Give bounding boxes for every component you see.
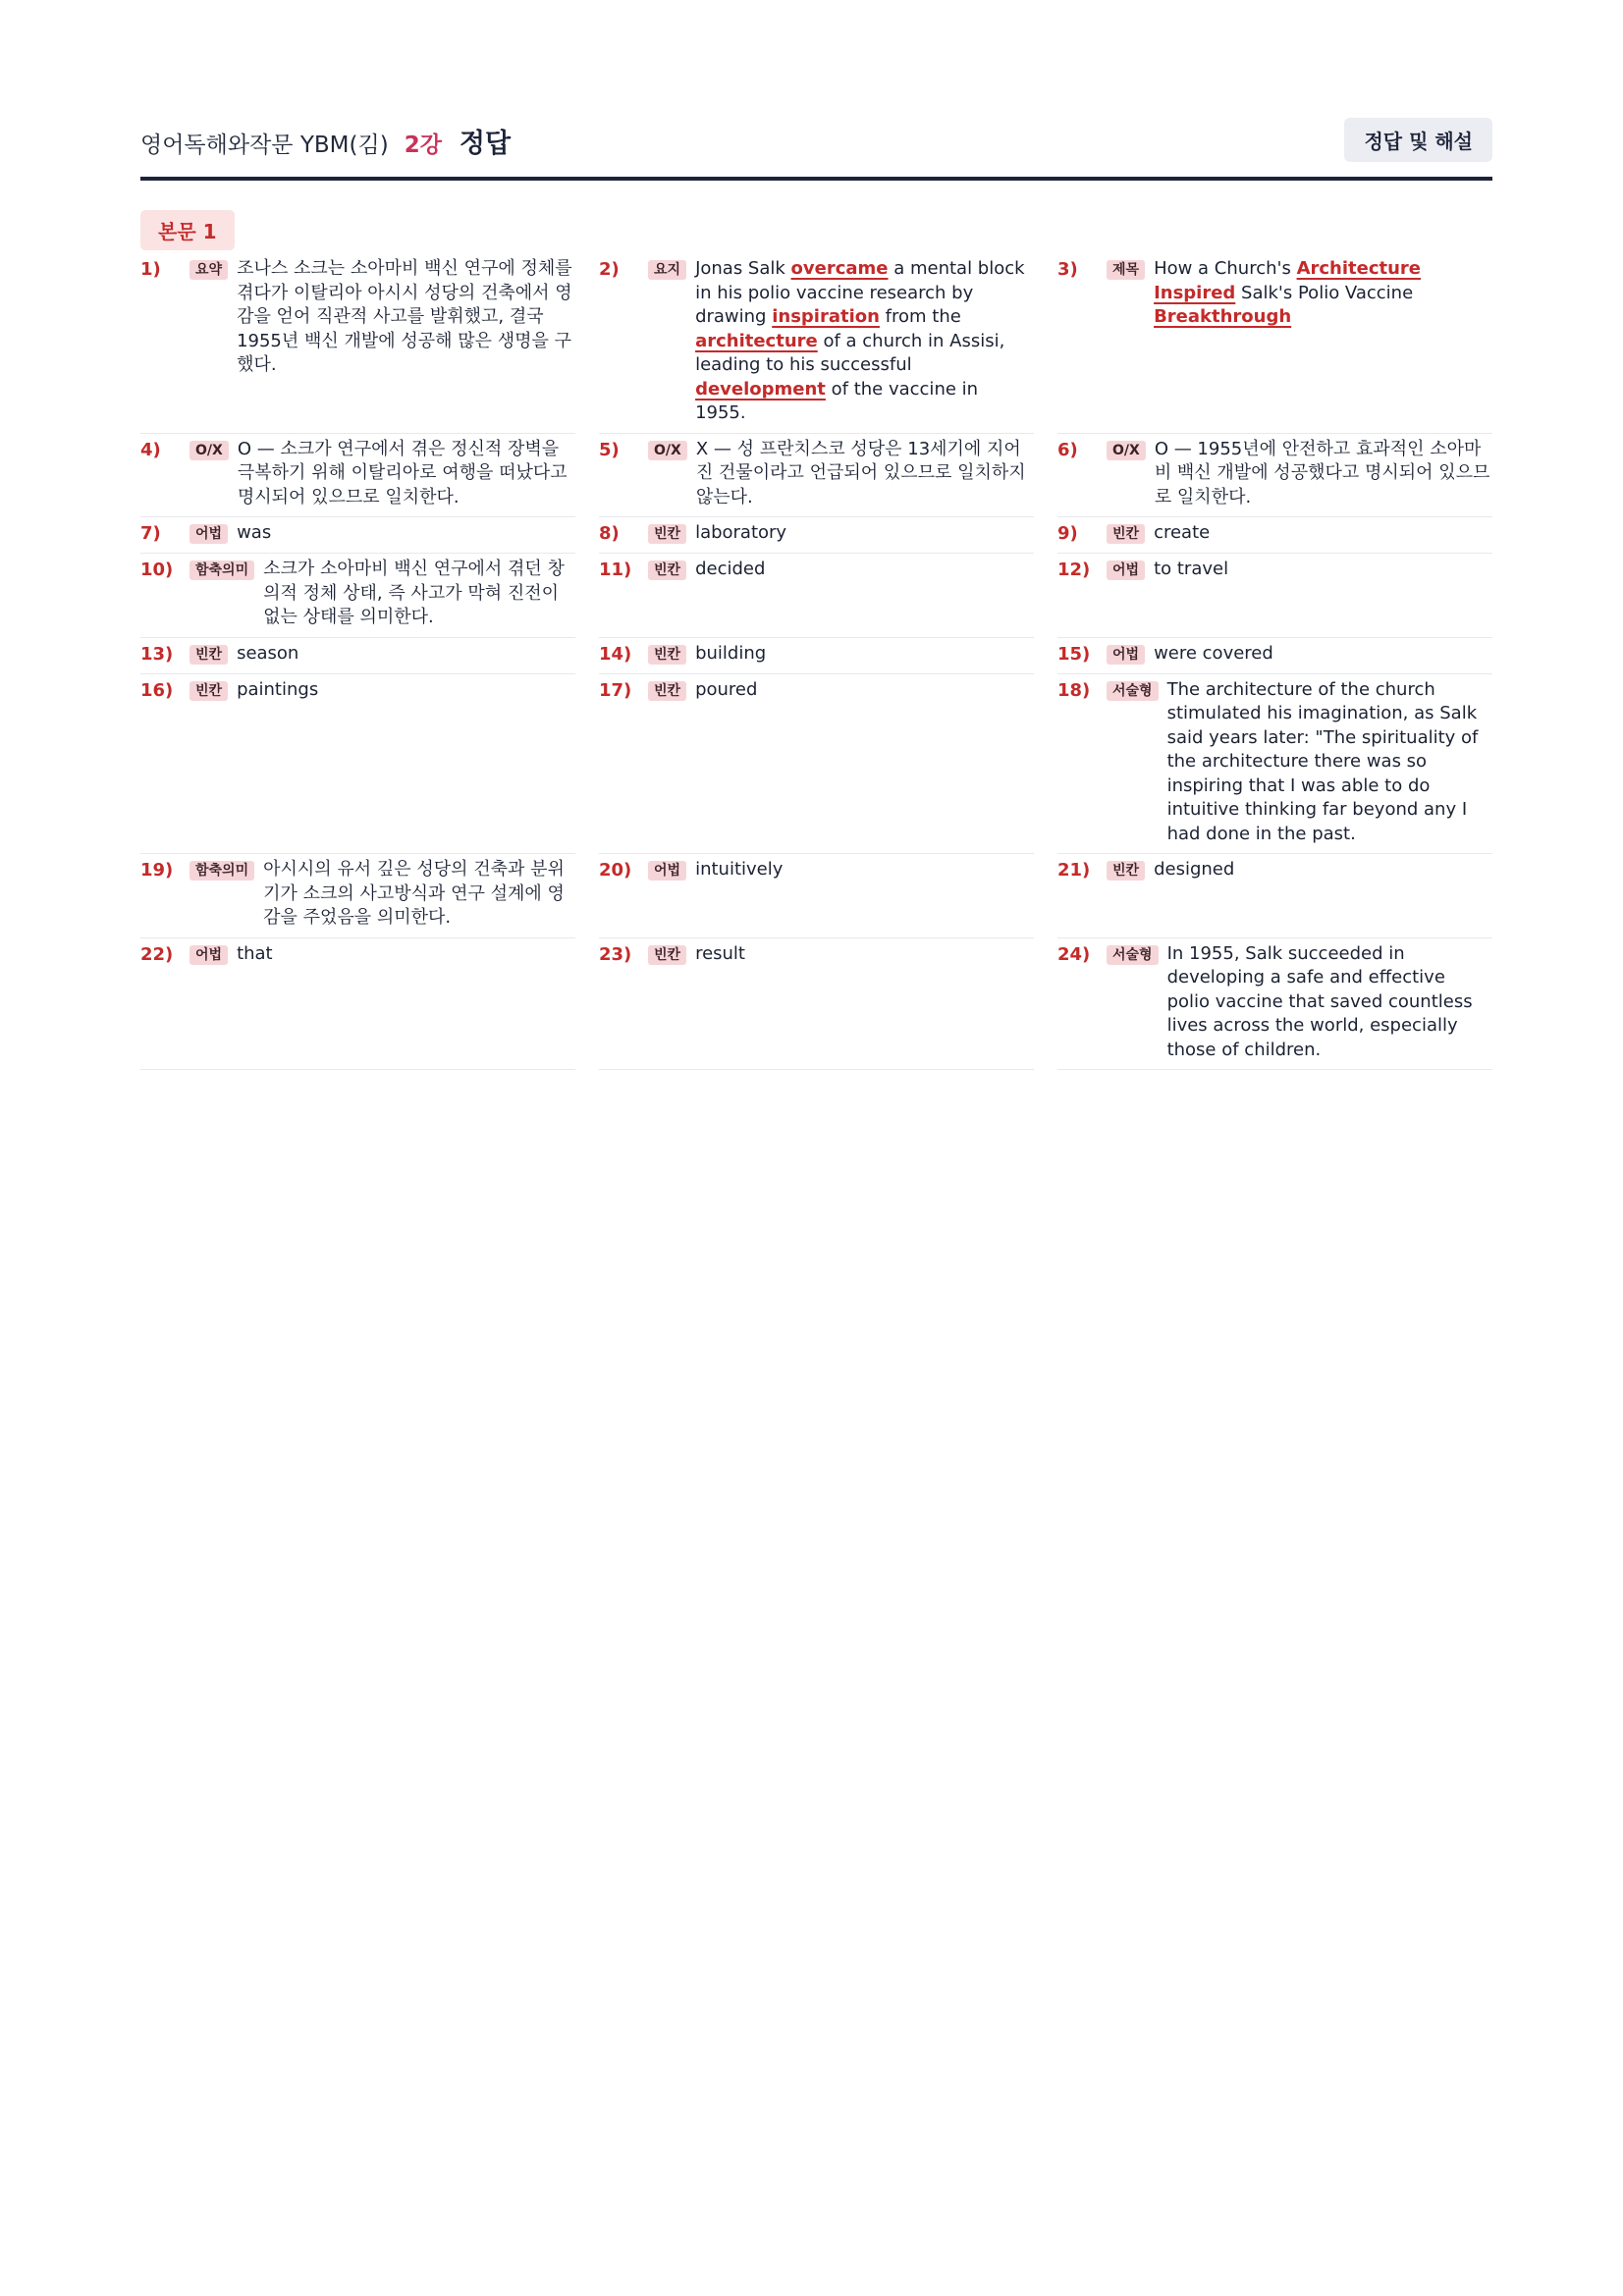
answer-item [140,554,575,638]
question-type-tag: 서술형 [1107,945,1159,965]
answer-number: 7) [140,523,161,544]
answer-text: result [695,942,745,964]
answer-text: 아시시의 유서 깊은 성당의 건축과 분위기가 소크의 사고방식과 연구 설계에 영감을 주었음을 의미한다. [263,859,565,928]
answer-text-segment: of the vaccine in 1955. [695,378,979,423]
question-type-tag: 함축의미 [189,861,254,881]
answer-text-segment: Jonas Salk [695,258,791,279]
question-type-tag: 빈칸 [648,681,686,701]
answer-item [1057,517,1492,554]
answer-item [1057,638,1492,674]
answer-text: X — 성 프란치스코 성당은 13세기에 지어진 건물이라고 언급되어 있으므로 일치하지 않는다. [695,438,1026,507]
answer-item [1057,434,1492,518]
answer-item [140,638,575,674]
question-type-tag: O/X [1107,441,1146,460]
answer-number: 3) [1057,259,1078,280]
question-type-tag: 요지 [648,260,686,280]
answer-item [140,854,575,938]
answer-item [1057,674,1492,855]
answer-text: season [237,642,299,664]
answer-text: O — 1955년에 안전하고 효과적인 소아마비 백신 개발에 성공했다고 명시되어 있으므로 일치한다. [1154,438,1490,507]
page-title: 정답 [459,129,512,159]
answer-item [599,253,1034,434]
answer-number: 11) [599,560,632,580]
question-type-tag: 함축의미 [189,561,254,580]
question-type-tag: 제목 [1107,260,1145,280]
answer-key-badge: 정답 및 해설 [1344,118,1492,162]
answer-text: 소크가 소아마비 백신 연구에서 겪던 창의적 정체 상태, 즉 사고가 막혀 진전이 없는 상태를 의미한다. [263,559,565,627]
question-type-tag: 어법 [189,524,228,544]
answer-item [599,554,1034,638]
key-term-highlight: Breakthrough [1154,306,1292,327]
question-type-tag: 빈칸 [1107,861,1145,881]
answer-item [1057,554,1492,638]
answer-item [140,434,575,518]
answer-text: designed [1154,859,1235,880]
answer-text: poured [695,678,758,700]
key-term-highlight: overcame [790,258,889,279]
answer-number: 17) [599,679,632,701]
answer-number: 16) [140,679,174,701]
answer-number: 19) [140,860,174,881]
answer-number: 1) [140,259,161,280]
answer-text: intuitively [695,859,784,880]
answer-number: 13) [140,643,174,665]
answer-item [599,938,1034,1071]
answer-item [599,638,1034,674]
answer-number: 9) [1057,523,1078,544]
question-type-tag: O/X [189,441,229,460]
question-type-tag: 요약 [189,260,228,280]
question-type-tag: 어법 [1107,561,1145,580]
answer-text: O — 소크가 연구에서 겪은 정신적 장벽을 극복하기 위해 이탈리아로 여행을 떠났다고 명시되어 있으므로 일치한다. [237,438,568,507]
section-label: 본문 1 [140,210,235,250]
answer-text-segment: of a church in Assisi, leading to his successful [695,330,1005,375]
key-term-highlight: development [695,378,826,400]
answer-item [599,434,1034,518]
course-name: 영어독해와작문 YBM(김) [140,133,389,158]
answer-text-segment: from the [879,306,961,327]
answer-item [599,674,1034,855]
answer-number: 15) [1057,643,1091,665]
question-type-tag: 빈칸 [648,645,686,665]
answer-text: laboratory [695,522,787,543]
lesson-number: 2강 [404,133,442,158]
key-term-highlight: inspiration [772,306,880,327]
answer-item [140,938,575,1071]
answer-grid [140,253,1492,1070]
question-type-tag: 빈칸 [648,561,686,580]
answer-item [140,253,575,434]
answer-number: 18) [1057,679,1091,701]
answer-item [1057,854,1492,938]
answer-number: 2) [599,259,620,280]
answer-number: 6) [1057,439,1078,460]
answer-text: The architecture of the church stimulated his imagination, as Salk said years later: "The spirituality of the architecture there was so inspiring that I was able to do intuitive thinking far beyond any I had done in the past. [1166,678,1479,844]
answer-text: create [1154,522,1211,543]
answer-number: 20) [599,860,632,881]
answer-text: paintings [237,678,319,700]
answer-number: 21) [1057,860,1091,881]
answer-item [599,517,1034,554]
answer-text: decided [695,559,766,579]
question-type-tag: 빈칸 [648,524,686,544]
question-type-tag: 빈칸 [648,945,686,965]
answer-text-segment: a mental block in his polio vaccine research by drawing [695,258,1025,327]
question-type-tag: 어법 [189,945,228,965]
question-type-tag: 빈칸 [1107,524,1145,544]
answer-number: 24) [1057,943,1091,965]
answer-text [695,257,1034,426]
answer-number: 12) [1057,560,1091,580]
key-term-highlight: Inspired [1154,282,1236,303]
answer-text: In 1955, Salk succeeded in developing a safe and effective polio vaccine that saved countless lives across the world, especially those of children. [1166,942,1473,1060]
answer-number: 14) [599,643,632,665]
question-type-tag: 어법 [648,861,686,881]
answer-text-segment: Salk's Polio Vaccine [1235,282,1414,303]
answer-number: 5) [599,439,620,460]
answer-text-segment: How a Church's [1154,258,1297,279]
key-term-highlight: Architecture [1296,258,1422,279]
answer-number: 23) [599,943,632,965]
answer-text: that [237,942,273,964]
question-type-tag: 서술형 [1107,681,1159,701]
answer-number: 8) [599,523,620,544]
answer-item [599,854,1034,938]
answer-item [1057,938,1492,1071]
answer-number: 10) [140,560,174,580]
question-type-tag: O/X [648,441,687,460]
question-type-tag: 어법 [1107,645,1145,665]
answer-item [1057,253,1492,434]
question-type-tag: 빈칸 [189,645,228,665]
answer-item [140,517,575,554]
answer-text: was [237,522,272,543]
answer-text: were covered [1154,642,1273,664]
answer-number: 4) [140,439,161,460]
answer-item [140,674,575,855]
question-type-tag: 빈칸 [189,681,228,701]
key-term-highlight: architecture [695,330,818,351]
answer-number: 22) [140,943,174,965]
header-title-group [140,122,511,160]
answer-text: 조나스 소크는 소아마비 백신 연구에 정체를 겪다가 이탈리아 아시시 성당의 건축에서 영감을 얻어 직관적 사고를 발휘했고, 결국 1955년 백신 개발에 성공해 많은 생명을 구했다. [237,258,572,375]
page-header [140,118,1492,181]
answer-text: to travel [1154,559,1229,579]
answer-text: building [695,642,767,664]
answer-text [1154,257,1492,330]
